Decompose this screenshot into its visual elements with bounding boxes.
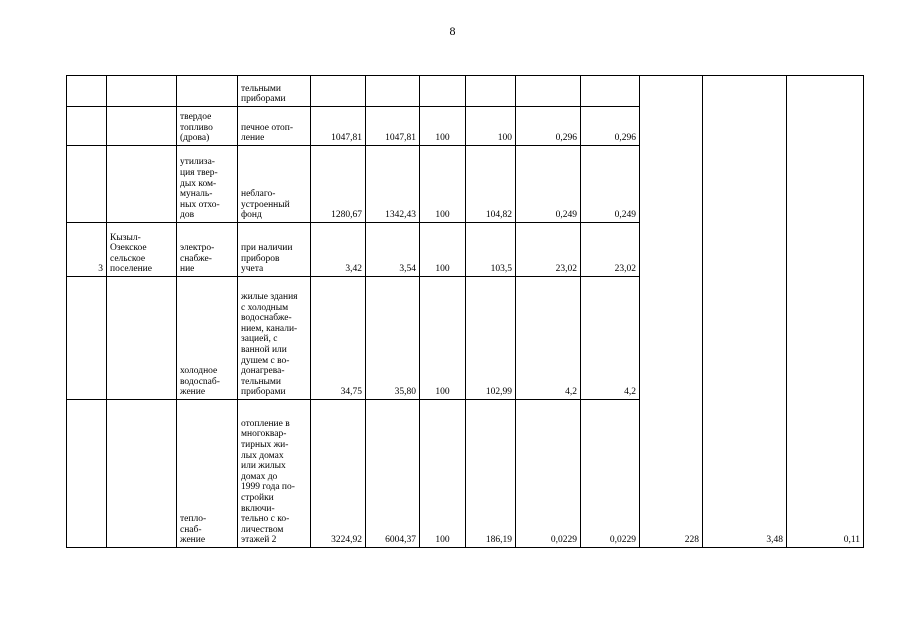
service-cell: твердое топливо (дрова)	[177, 107, 238, 146]
norm-cell: 0,249	[581, 146, 640, 223]
value-cell: 1047,81	[366, 107, 420, 146]
norm-cell	[581, 76, 640, 107]
norm-cell: 23,02	[516, 223, 581, 277]
percent-cell: 103,5	[466, 223, 516, 277]
table-row	[67, 76, 864, 107]
norm-cell: 0,0229	[516, 400, 581, 548]
norm-cell: 0,296	[581, 107, 640, 146]
service-cell: утилиза- ция твер- дых ком- муналь- ных отхо- дов	[177, 146, 238, 223]
percent-cell: 102,99	[466, 277, 516, 400]
value-cell: 3224,92	[311, 400, 366, 548]
value-cell: 3,42	[311, 223, 366, 277]
percent-cell: 100	[420, 107, 466, 146]
norm-cell: 4,2	[516, 277, 581, 400]
norm-cell	[516, 76, 581, 107]
percent-cell: 100	[420, 400, 466, 548]
value-cell: 34,75	[311, 277, 366, 400]
value-cell: 3,54	[366, 223, 420, 277]
category-cell: при наличии приборов учета	[238, 223, 311, 277]
service-cell: электро- снабже- ние	[177, 223, 238, 277]
percent-cell	[466, 76, 516, 107]
merged-value-cell: 3,48	[703, 76, 787, 548]
row-number-cell: 3	[67, 223, 107, 277]
value-cell: 1342,43	[366, 146, 420, 223]
norm-cell: 0,296	[516, 107, 581, 146]
page-number: 8	[449, 24, 456, 38]
percent-cell: 104,82	[466, 146, 516, 223]
value-cell: 6004,37	[366, 400, 420, 548]
value-cell: 35,80	[366, 277, 420, 400]
service-cell	[177, 76, 238, 107]
settlement-cell	[107, 76, 177, 107]
category-cell: тельными приборами	[238, 76, 311, 107]
row-number-cell	[67, 107, 107, 146]
value-cell	[366, 76, 420, 107]
norm-cell: 23,02	[581, 223, 640, 277]
percent-cell	[420, 76, 466, 107]
category-cell: печное отоп- ление	[238, 107, 311, 146]
merged-value-cell: 0,11	[787, 76, 864, 548]
percent-cell: 100	[420, 146, 466, 223]
settlement-cell: Кызыл- Озекское сельское поселение	[107, 223, 177, 277]
row-number-cell	[67, 400, 107, 548]
merged-value-cell: 228	[640, 76, 703, 548]
norm-cell: 4,2	[581, 277, 640, 400]
settlement-cell	[107, 146, 177, 223]
category-cell: жилые здания с холодным водоснабже- нием, канали- зацией, с ванной или душем с во- донагрева- тельными приборами	[238, 277, 311, 400]
value-cell: 1047,81	[311, 107, 366, 146]
category-cell: неблаго- устроенный фонд	[238, 146, 311, 223]
value-cell: 1280,67	[311, 146, 366, 223]
row-number-cell	[67, 277, 107, 400]
tariff-table	[66, 75, 864, 548]
percent-cell: 100	[420, 223, 466, 277]
row-number-cell	[67, 76, 107, 107]
category-cell: отопление в многоквар- тирных жи- лых домах или жилых домах до 1999 года по- стройки включи- тельно с ко- личеством этажей 2	[238, 400, 311, 548]
settlement-cell	[107, 400, 177, 548]
norm-cell: 0,249	[516, 146, 581, 223]
settlement-cell	[107, 107, 177, 146]
settlement-cell	[107, 277, 177, 400]
service-cell: тепло- снаб- жение	[177, 400, 238, 548]
percent-cell: 100	[420, 277, 466, 400]
value-cell	[311, 76, 366, 107]
service-cell: холодное водосnаб- жение	[177, 277, 238, 400]
percent-cell: 186,19	[466, 400, 516, 548]
norm-cell: 0,0229	[581, 400, 640, 548]
percent-cell: 100	[466, 107, 516, 146]
row-number-cell	[67, 146, 107, 223]
